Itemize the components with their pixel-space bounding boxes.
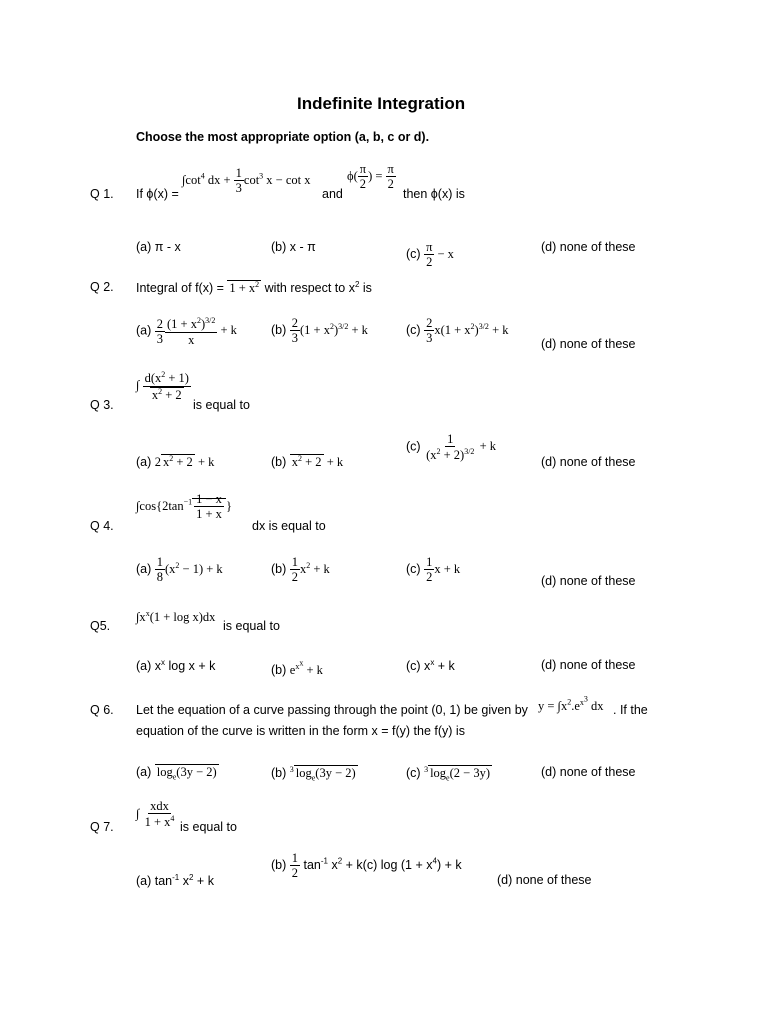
question-label: Q 1. <box>90 187 114 201</box>
question-label: Q 7. <box>90 820 114 834</box>
option-b: (b) x - π <box>271 240 316 254</box>
option-b: (b) $\frac{1}{2}$ $x^2 + k$ <box>271 555 330 585</box>
math-expression: $y = \int x^2.e^{x^3}$ dx <box>538 694 604 713</box>
question-label: Q 3. <box>90 398 114 412</box>
question-stem-line1: Let the equation of a curve passing through the point (0, 1) be given by <box>136 703 528 717</box>
question-stem: is equal to <box>180 820 237 834</box>
question-stem: dx is equal to <box>252 519 326 533</box>
question-stem: is equal to <box>223 619 280 633</box>
option-d: (d) none of these <box>541 455 636 469</box>
question-stem-mid: and <box>322 187 343 201</box>
question-label: Q 6. <box>90 703 114 717</box>
math-expression: ϕ( $\frac{\pi}{2}$ ) = $\frac{\pi}{2}$ <box>347 162 394 192</box>
option-a: (a) $x^x$ log x + k <box>136 658 216 674</box>
question-stem: Integral of $f(x) = 1 + x^2$ with respect to $x^2$ is <box>136 280 372 296</box>
option-d: (d) none of these <box>497 873 592 887</box>
option-d: (d) none of these <box>541 574 636 588</box>
option-b: (b) $e^{x^x} + k$ <box>271 658 323 677</box>
option-a: (a) $\frac{1}{8}$ $(x^2 - 1) + k$ <box>136 555 223 585</box>
option-a: (a) $\log_e(3y - 2)$ <box>136 765 217 782</box>
option-b: (b) $\frac{1}{2}$ $\tan^{-1} x^2 + k(c)$ $\log (1 + x^4) + k$ <box>271 851 462 881</box>
option-d: (d) none of these <box>541 765 636 779</box>
math-expression: $\int x^x(1 + \log x)dx$ <box>136 609 216 625</box>
option-d: (d) none of these <box>541 658 636 672</box>
option-d: (d) none of these <box>541 240 636 254</box>
option-a: (a) $\tan^{-1} x^2 + k$ <box>136 873 214 889</box>
question-stem-suffix: . If the <box>613 703 648 717</box>
instructions: Choose the most appropriate option (a, b, c or d). <box>136 130 430 144</box>
math-expression: $\int\cos\{2\tan^{-1}$ $\frac{1 - x}{1 + x}$ } <box>136 492 232 522</box>
option-c: (c) $\frac{\pi}{2}$ − x <box>406 240 454 270</box>
option-c: (c) $x^x + k$ <box>406 658 455 674</box>
question-label: Q5. <box>90 619 111 633</box>
option-a: (a) 2 $x^2 + 2 + k$ <box>136 454 215 470</box>
page-title: Indefinite Integration <box>297 94 466 113</box>
option-d: (d) none of these <box>541 337 636 351</box>
option-b: (b) $x^2 + 2 + k$ <box>271 454 344 470</box>
option-a: (a) π - x <box>136 240 181 254</box>
math-expression: ∫ $\frac{d(x^2 + 1)}{x^2 + 2}$ <box>136 370 189 402</box>
question-stem: is equal to <box>193 398 250 412</box>
question-label: Q 4. <box>90 519 114 533</box>
question-stem-line2: equation of the curve is written in the form x = f(y) the f(y) is <box>136 724 465 738</box>
option-c: (c) $\frac{2}{3}$ $x(1 + x^2)^{3/2} + k$ <box>406 316 509 346</box>
option-c: (c) $\frac{1}{(x^2 + 2)^{3/2}}$ + k <box>406 432 496 463</box>
question-label: Q 2. <box>90 280 114 294</box>
option-c: (c) $\frac{1}{2}$ x + k <box>406 555 461 585</box>
math-expression: ∫ $\frac{\text{xdx}}{1 + x^4}$ <box>136 799 175 830</box>
option-b: (b) $\frac{2}{3}$ $(1 + x^2)^{3/2} + k$ <box>271 316 368 346</box>
option-c: (c) $^3$ $\log_e(2 - 3y)$ <box>406 765 490 783</box>
question-stem: If ϕ(x) = <box>136 187 179 201</box>
option-b: (b) $^3$ $\log_e(3y - 2)$ <box>271 765 356 783</box>
option-a: (a) $\frac{2}{3}$ $\frac{(1 + x^2)^{3/2}}{x}$ + k <box>136 316 237 347</box>
math-expression: $\int\cot^4$ dx + $\frac{1}{3}$ $\cot^3 x - \cot x$ <box>182 166 311 196</box>
question-stem-suffix: then ϕ(x) is <box>403 187 465 201</box>
